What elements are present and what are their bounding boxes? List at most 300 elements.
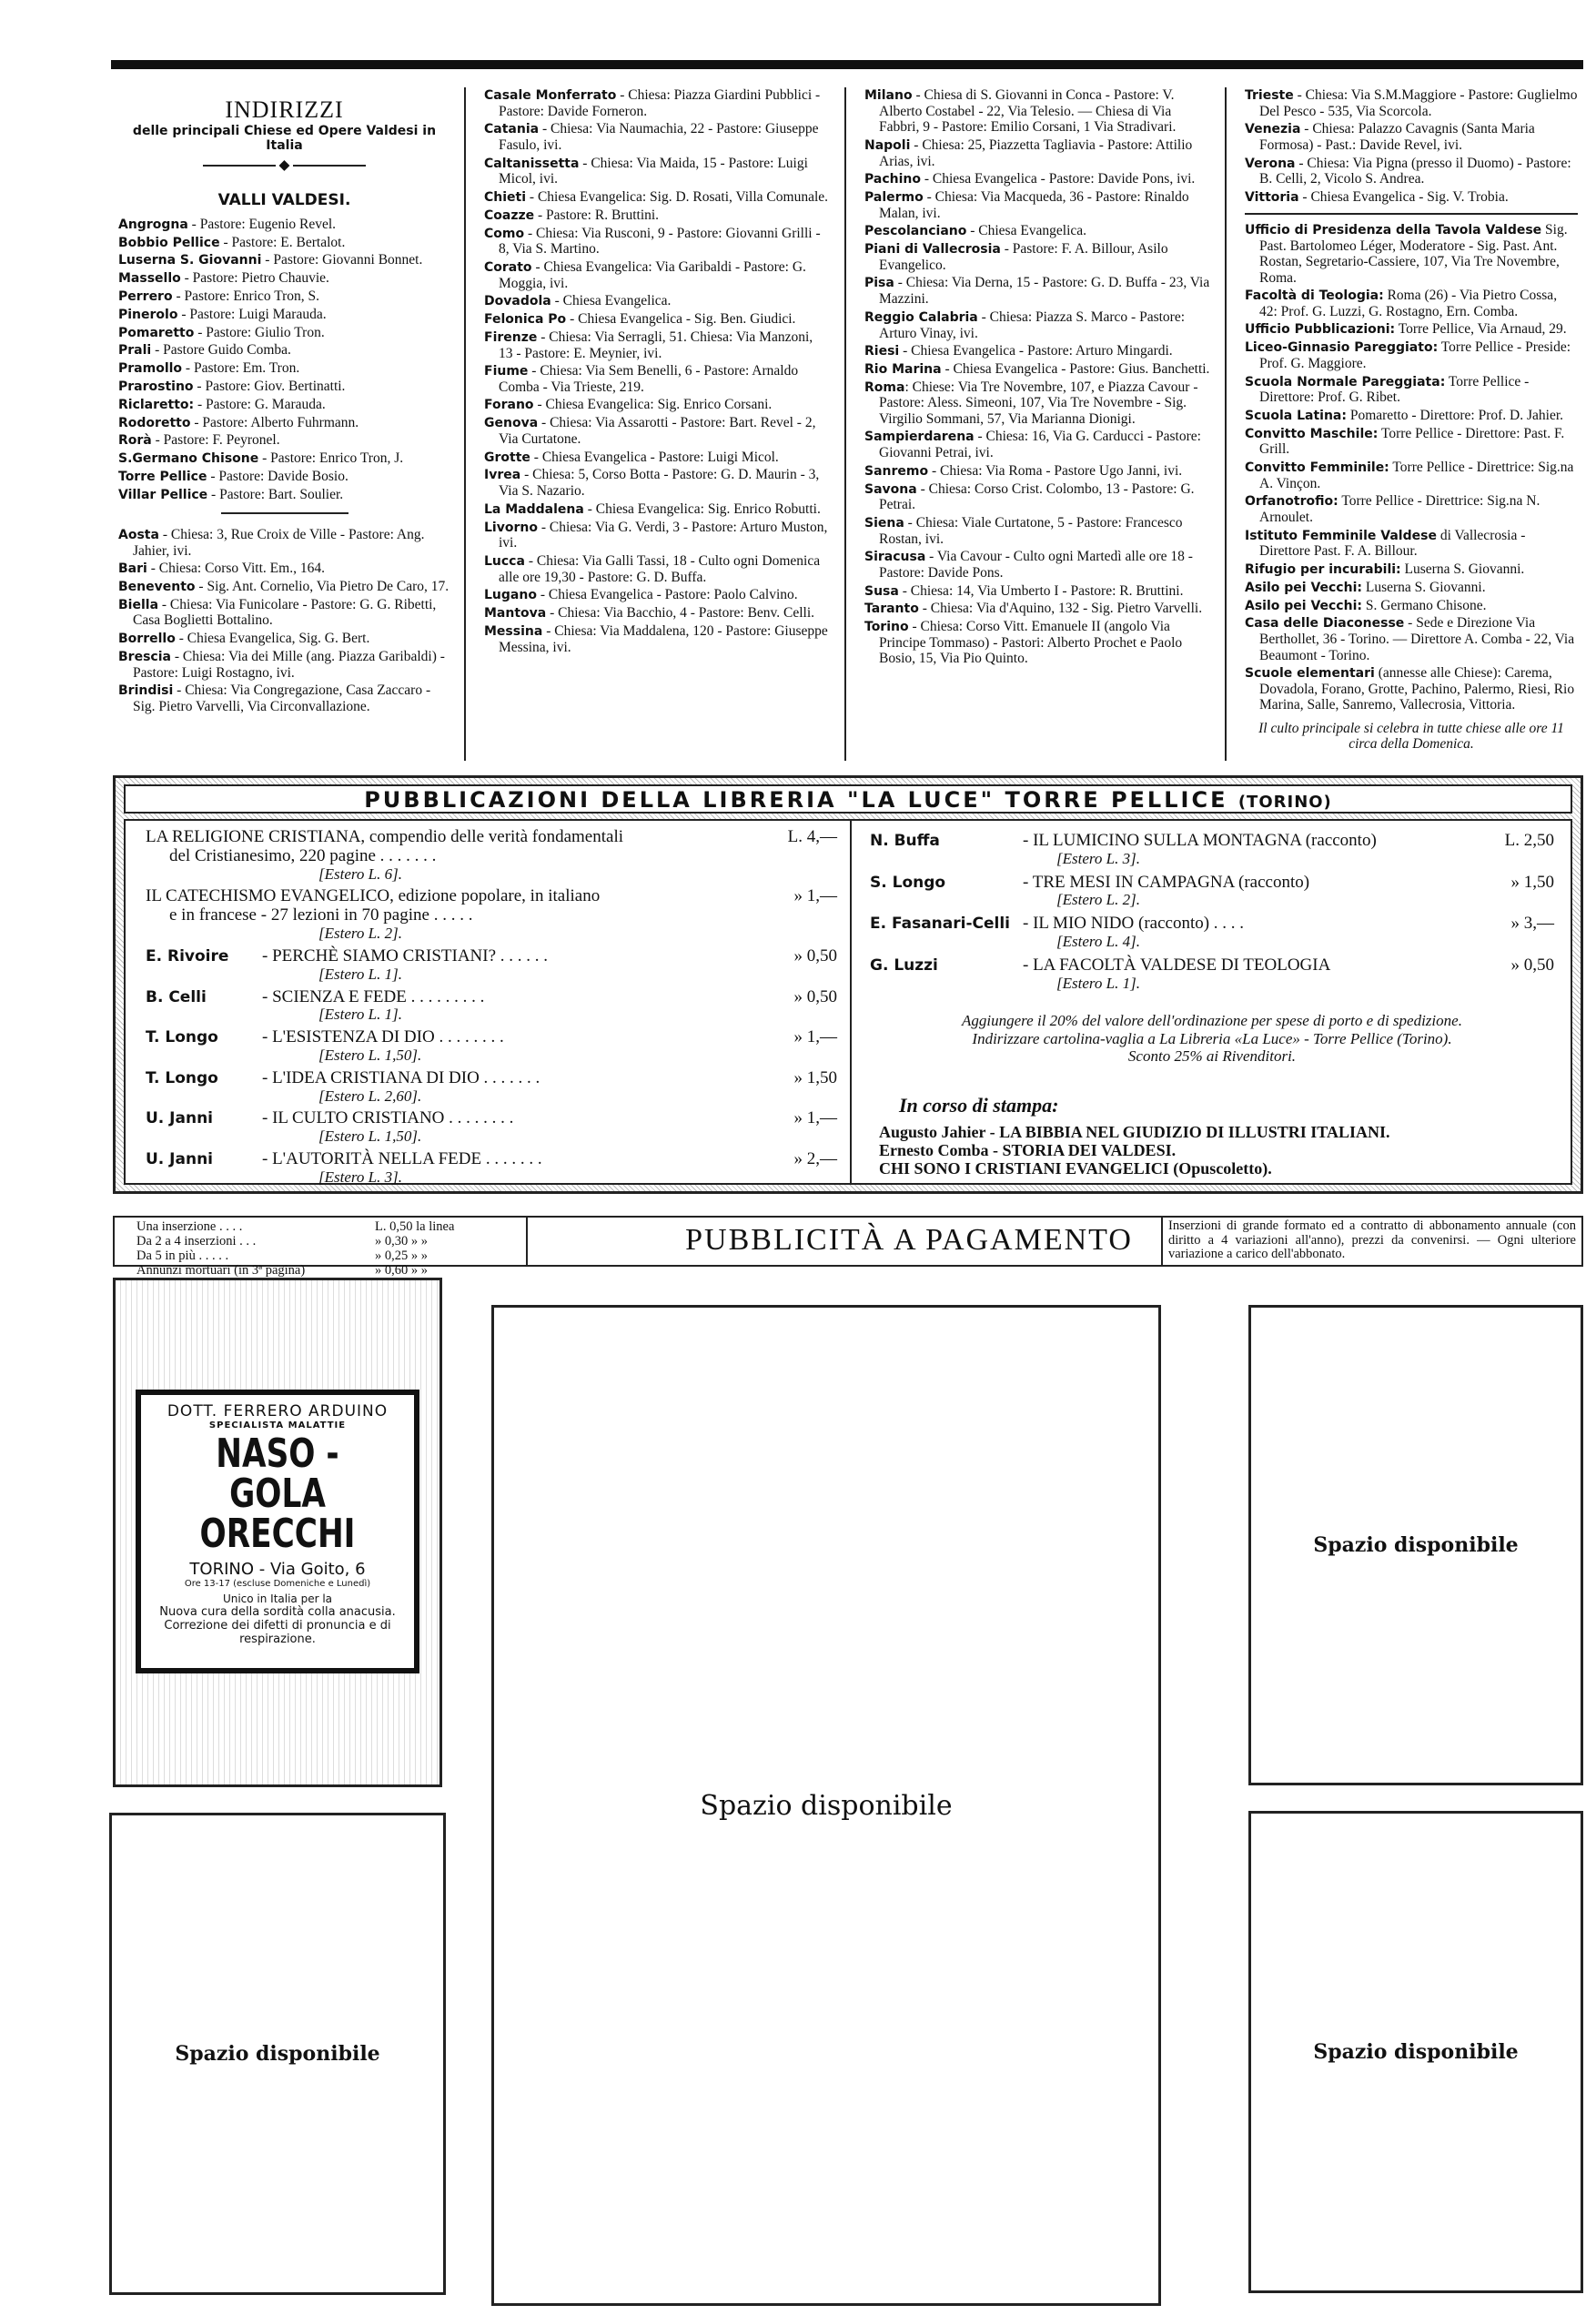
book-foreign-price: [Estero L. 2].	[1056, 891, 1140, 909]
entry-name: Asilo pei Vecchi:	[1245, 580, 1362, 595]
in-stampa-item: Augusto Jahier - LA BIBBIA NEL GIUDIZIO DI ILLUSTRI ITALIANI.	[879, 1123, 1390, 1141]
publications-box	[124, 819, 1572, 1185]
book-author: T. Longo	[146, 1068, 218, 1087]
book-item	[146, 828, 837, 883]
cities-list-3	[864, 87, 1210, 667]
ad-line-2: Nuova cura della sordità colla anacusia.	[159, 1605, 396, 1619]
entry-name: Susa	[864, 583, 899, 599]
entry-name: Como	[484, 226, 525, 241]
entry-name: Ufficio di Presidenza della Tavola Valdese	[1245, 222, 1542, 238]
column-rule	[1225, 87, 1227, 761]
entry-text: - Pastore: Alberto Fuhrmann.	[190, 414, 359, 430]
directory-entry	[118, 288, 450, 305]
entry-name: Roma	[864, 379, 905, 395]
book-line: e in francese - 27 lezioni in 70 pagine . . . . .	[169, 905, 473, 925]
rate-label: Da 2 a 4 inserzioni . . .	[136, 1233, 257, 1248]
entry-name: Siracusa	[864, 550, 926, 565]
entry-text: - Chiesa: Via Assarotti - Pastore: Bart. Revel - 2, Via Curtatone.	[499, 415, 816, 448]
entry-text: Torre Pellice, Via Arnaud, 29.	[1395, 321, 1567, 338]
entry-name: Villar Pellice	[118, 487, 208, 502]
entry-text: - Chiesa: Viale Curtatone, 5 - Pastore: Francesco Rostan, ivi.	[879, 514, 1183, 547]
ad-space-right-top	[1248, 1305, 1583, 1785]
entry-name: Sanremo	[864, 463, 929, 479]
directory-entry	[1245, 87, 1578, 119]
book-line	[870, 832, 1554, 851]
entry-name: Luserna S. Giovanni	[118, 253, 262, 268]
directory-entry	[1245, 321, 1578, 338]
directory-entry	[484, 293, 830, 309]
book-author: E. Rivoire	[146, 946, 229, 965]
valli-heading: VALLI VALDESI.	[217, 190, 351, 209]
entry-name: Ufficio Pubblicazioni:	[1245, 322, 1396, 338]
directory-entry	[484, 520, 830, 551]
entry-text: - Chiesa: Via Galli Tassi, 18 - Culto ogni Domenica alle ore 19,30 - Pastore: G. D. Buffa.	[499, 552, 821, 585]
publications-title	[124, 784, 1572, 814]
entry-text: - Chiesa: Corso Crist. Colombo, 13 - Pastore: G. Petrai.	[879, 480, 1195, 513]
entry-text: - Pastore Guido Comba.	[151, 342, 291, 359]
entry-name: Caltanissetta	[484, 156, 580, 171]
top-rule	[111, 60, 1583, 69]
entry-text: - Chiesa Evangelica: Sig. Enrico Corsani.	[533, 397, 773, 413]
book-foreign-price: [Estero L. 3].	[318, 1168, 402, 1186]
entry-name: Pisa	[864, 276, 894, 291]
book-line	[146, 1028, 837, 1047]
directory-entry	[118, 217, 450, 233]
directory-entry	[118, 235, 450, 251]
ad-frame-ferrero	[113, 1278, 442, 1787]
book-item	[146, 1069, 837, 1106]
directory-entry	[864, 343, 1210, 359]
entry-name: Bari	[118, 561, 147, 577]
book-item	[870, 874, 1554, 910]
book-line: del Cristianesimo, 220 pagine . . . . . . .	[169, 845, 437, 865]
spazio-label: Spazio disponibile	[1313, 1533, 1519, 1557]
directory-entry	[484, 587, 830, 603]
advertising-terms: Inserzioni di grande formato ed a contratto di abbonamento annuale (con diritto a 4 variazioni all'anno), prezzi da convenirsi. — Ogni ulteriore variazione a carico dell'abbonato.	[1168, 1218, 1576, 1262]
entry-text: - Chiesa Evangelica: Via Garibaldi - Pastore: G. Moggia, ivi.	[499, 258, 806, 291]
entry-name: Brindisi	[118, 683, 174, 699]
directory-entry	[1245, 528, 1578, 560]
entry-text: - Chiesa: Via dei Mille (ang. Piazza Garibaldi) - Pastore: Luigi Rostagno, ivi.	[133, 648, 445, 681]
directory-entry	[118, 579, 450, 595]
entry-name: Borrello	[118, 631, 176, 646]
entry-name: Firenze	[484, 329, 538, 345]
entry-text: - Chiesa Evangelica - Pastore: Davide Pons, ivi.	[920, 171, 1196, 187]
directory-entry	[118, 307, 450, 323]
entry-text: - Chiesa: 3, Rue Croix de Ville - Pastore: Ang. Jahier, ivi.	[133, 526, 425, 559]
terms-divider	[1161, 1218, 1163, 1265]
entry-text: Sig. Past. Bartolomeo Léger, Moderatore - Sig. Past. Ant. Rostan, Segretario-Cassiere, 107, Via Tre Novembre, Roma.	[1259, 221, 1568, 286]
entry-text: - Chiesa Evangelica - Pastore: Gius. Banchetti.	[941, 360, 1210, 377]
directory-entry	[118, 450, 450, 467]
book-price: » 1,—	[793, 886, 837, 906]
book-line: IL CATECHISMO EVANGELICO, edizione popolare, in italiano	[146, 886, 601, 906]
directory-column-4	[1236, 87, 1587, 761]
book-line	[870, 874, 1554, 893]
culto-note: Il culto principale si celebra in tutte chiese alle ore 11 circa della Domenica.	[1258, 720, 1564, 753]
directory-entry	[864, 137, 1210, 169]
entry-text: - Pastore: Pietro Chauvie.	[180, 270, 329, 287]
directory-title: INDIRIZZI	[225, 96, 344, 123]
entry-text: di Vallecrosia - Direttore Past. F. A. Billour.	[1259, 527, 1526, 560]
rate-label: Una inserzione . . . .	[136, 1219, 243, 1234]
entry-name: Biella	[118, 597, 159, 612]
entry-text: Torre Pellice - Direttrice: Sig.na N. Arnoulet.	[1259, 493, 1540, 526]
directory-entry	[484, 415, 830, 447]
entry-name: Prali	[118, 343, 152, 359]
entry-text: - Pastore: E. Bertalot.	[219, 234, 346, 250]
directory-entry	[118, 360, 450, 377]
entry-text: - Chiesa: Via Derna, 15 - Pastore: G. D. Buffa - 23, Via Mazzini.	[879, 275, 1210, 308]
rate-row	[136, 1264, 537, 1279]
book-price: » 0,50	[1510, 955, 1554, 975]
entry-text: - Chiesa: Via Sem Benelli, 6 - Pastore: Arnaldo Comba - Via Trieste, 219.	[499, 363, 799, 395]
book-item	[870, 832, 1554, 868]
entry-name: Torre Pellice	[118, 470, 207, 485]
directory-entry	[864, 171, 1210, 187]
entry-name: Scuola Latina:	[1245, 408, 1347, 423]
entry-text: - Pastore: Enrico Tron, J.	[258, 450, 404, 467]
book-item	[146, 1109, 837, 1146]
book-title: - L'IDEA CRISTIANA DI DIO . . . . . . .	[262, 1067, 540, 1087]
directory-entry	[118, 487, 450, 503]
book-title: - IL CULTO CRISTIANO . . . . . . . .	[262, 1108, 514, 1128]
directory-entry	[484, 259, 830, 291]
directory-entry	[1245, 222, 1578, 286]
opere-list	[1245, 222, 1578, 713]
directory-entry	[1245, 408, 1578, 424]
book-foreign-price: [Estero L. 1,50].	[318, 1046, 422, 1064]
note-address: Indirizzare cartolina-vaglia a La Libreria «La Luce» - Torre Pellice (Torino).	[972, 1029, 1452, 1047]
entry-text: Pomaretto - Direttore: Prof. D. Jahier.	[1346, 407, 1564, 423]
entry-text: - Chiesa: Via Rusconi, 9 - Pastore: Giovanni Grilli - 8, Via S. Martino.	[499, 225, 821, 258]
entry-text: - Chiesa Evangelica.	[551, 293, 672, 309]
directory-entry	[484, 121, 830, 153]
entry-name: Rifugio per incurabili:	[1245, 561, 1401, 577]
directory-column-3	[855, 87, 1219, 761]
spazio-label: Spazio disponibile	[700, 1789, 953, 1822]
in-stampa-item: Ernesto Comba - STORIA DEI VALDESI.	[879, 1141, 1177, 1160]
book-price: » 0,50	[793, 986, 837, 1006]
advertising-title: PUBBLICITÀ A PAGAMENTO	[685, 1223, 1133, 1257]
entry-name: Chieti	[484, 189, 527, 205]
entry-name: Forano	[484, 398, 534, 413]
entry-name: Venezia	[1245, 122, 1301, 137]
directory-entry	[864, 515, 1210, 547]
entry-text: - Chiesa: Via S.M.Maggiore - Pastore: Guglielmo Del Pesco - 535, Via Scorcola.	[1259, 87, 1578, 119]
entry-text: - Chiesa: Via Pigna (presso il Duomo) - Pastore: B. Celli, 2, Vicolo S. Andrea.	[1259, 155, 1571, 187]
ad-specialist: SPECIALISTA MALATTIE	[208, 1420, 347, 1430]
entry-text: S. Germano Chisone.	[1361, 597, 1487, 613]
directory-entry	[484, 553, 830, 585]
directory-entry	[118, 649, 450, 681]
book-item	[146, 1150, 837, 1187]
entry-text: - Chiesa: Via Funicolare - Pastore: G. G. Ribetti, Casa Boglietti Bottalino.	[133, 596, 437, 629]
entry-text: - Pastore: Luigi Marauda.	[177, 306, 327, 322]
directory-entry	[864, 481, 1210, 513]
directory-entry	[484, 450, 830, 466]
directory-entry	[864, 223, 1210, 239]
ad-space-center	[491, 1305, 1161, 2306]
entry-name: Riesi	[864, 344, 900, 359]
ad-big-1: NASO - GOLA	[216, 1430, 339, 1517]
entry-text: Torre Pellice - Direttore: Past. F. Grill.	[1259, 425, 1565, 458]
directory-entry	[1245, 598, 1578, 614]
directory-entry	[118, 342, 450, 359]
book-line	[146, 988, 837, 1007]
publications-notes	[870, 1012, 1554, 1066]
spazio-label: Spazio disponibile	[1313, 2040, 1519, 2064]
book-author: S. Longo	[870, 873, 946, 892]
directory-entry	[864, 549, 1210, 581]
entry-name: Verona	[1245, 156, 1296, 171]
entry-text: - Pastore: Eugenio Revel.	[187, 216, 337, 232]
directory-entry	[118, 682, 450, 714]
book-price: » 0,50	[793, 945, 837, 965]
entry-text: - Pastore: R. Bruttini.	[534, 207, 660, 223]
directory-entry	[1245, 665, 1578, 713]
directory-entry	[1245, 426, 1578, 458]
entry-text: - Chiesa Evangelica: Sig. D. Rosati, Villa Comunale.	[526, 188, 829, 205]
rate-row	[136, 1220, 537, 1235]
rate-label: Annunzi mortuari (in 3ª pagina)	[136, 1262, 306, 1278]
book-author: B. Celli	[146, 987, 207, 1006]
entry-text: - Sede e Direzione Via Berthollet, 36 - Torino. — Direttore A. Comba - 22, Via Beaumont - Torino.	[1259, 615, 1575, 663]
entry-text: - Chiesa: Via Maida, 15 - Pastore: Luigi Micol, ivi.	[499, 155, 808, 187]
rates-list	[136, 1220, 537, 1279]
entry-name: Milano	[864, 88, 913, 103]
entry-text: - Chiesa: Via d'Aquino, 132 - Sig. Pietro Varvelli.	[918, 601, 1203, 617]
entry-text: - Chiesa: 16, Via G. Carducci - Pastore: Giovanni Petrai, ivi.	[879, 429, 1201, 461]
entry-name: La Maddalena	[484, 501, 584, 517]
entry-name: Pomaretto	[118, 325, 195, 340]
book-price: » 1,50	[1510, 872, 1554, 892]
book-title: - L'ESISTENZA DI DIO . . . . . . . .	[262, 1027, 504, 1047]
entry-text: - Chiesa: Via Naumachia, 22 - Pastore: Giuseppe Fasulo, ivi.	[499, 121, 819, 154]
entry-name: Livorno	[484, 520, 538, 535]
directory-entry	[484, 397, 830, 413]
directory-entry	[484, 467, 830, 499]
entry-name: Savona	[864, 481, 917, 497]
column-rule	[844, 87, 846, 761]
entry-name: Facoltà di Teologia:	[1245, 288, 1384, 304]
entry-name: Bobbio Pellice	[118, 235, 220, 250]
ad-address: TORINO - Via Goito, 6	[189, 1560, 366, 1579]
book-price: » 1,—	[793, 1027, 837, 1047]
directory-entry	[1245, 460, 1578, 491]
directory-entry	[484, 329, 830, 361]
entry-name: Orfanotrofio:	[1245, 494, 1338, 510]
entry-text: - Chiesa Evangelica - Sig. V. Trobia.	[1298, 188, 1509, 205]
directory-entry	[484, 226, 830, 258]
book-price: » 1,50	[793, 1067, 837, 1087]
entry-text: Luserna S. Giovanni.	[1400, 561, 1525, 577]
entry-text: - Chiesa Evangelica - Pastore: Arturo Mingardi.	[899, 343, 1173, 359]
book-title: - LA FACOLTÀ VALDESE DI TEOLOGIA	[1023, 955, 1331, 975]
book-title: - IL MIO NIDO (racconto) . . . .	[1023, 914, 1245, 934]
entry-name: Rodoretto	[118, 415, 191, 430]
directory-entry	[118, 527, 450, 559]
book-price: » 1,—	[793, 1108, 837, 1128]
publications-title-main: PUBBLICAZIONI DELLA LIBRERIA "LA LUCE" TORRE PELLICE	[364, 787, 1228, 813]
entry-name: Prarostino	[118, 379, 194, 395]
entry-name: Sampierdarena	[864, 430, 975, 445]
book-foreign-price: [Estero L. 1,50].	[318, 1127, 422, 1146]
rate-price: » 0,60 » »	[375, 1262, 428, 1278]
entry-text: - Via Cavour - Culto ogni Martedì alle ore 18 - Pastore: Davide Pons.	[879, 549, 1193, 581]
publications-right	[870, 832, 1554, 997]
entry-text: - Sig. Ant. Cornelio, Via Pietro De Caro, 17.	[195, 578, 450, 594]
entry-name: Convitto Maschile:	[1245, 426, 1379, 441]
ad-ferrero	[136, 1390, 419, 1673]
directory-entry	[1245, 493, 1578, 525]
directory-entry	[864, 429, 1210, 460]
directory-entry	[864, 379, 1210, 428]
valli-list	[118, 217, 450, 503]
entry-name: Piani di Vallecrosia	[864, 242, 1001, 258]
directory-entry	[864, 601, 1210, 617]
directory-entry	[864, 463, 1210, 480]
book-author: G. Luzzi	[870, 955, 938, 975]
entry-text: - Chiesa: Corso Vitt. Emanuele II (angolo Via Principe Tommaso) - Pastori: Alberto Prochet e Paolo Bosio, 15, Via Pio Quinto.	[879, 619, 1183, 667]
note-postage: Aggiungere il 20% del valore dell'ordinazione per spese di porto e di spedizione.	[962, 1012, 1462, 1029]
section-divider	[1245, 213, 1578, 215]
entry-name: Angrogna	[118, 217, 188, 232]
entry-text: - Chiesa Evangelica - Sig. Ben. Giudici.	[566, 311, 796, 327]
spazio-label: Spazio disponibile	[175, 2042, 380, 2066]
entry-text: - Pastore: Bart. Soulier.	[207, 486, 344, 502]
directory-entry	[1245, 615, 1578, 663]
book-item	[146, 1028, 837, 1065]
book-price: L. 4,—	[787, 827, 837, 846]
ad-doctor-name: DOTT. FERRERO ARDUINO	[167, 1402, 389, 1420]
ad-big-2: ORECCHI	[199, 1511, 356, 1557]
entry-name: Benevento	[118, 579, 196, 594]
entry-text: - Pastore: Davide Bosio.	[207, 469, 348, 485]
entry-name: Napoli	[864, 137, 911, 153]
entry-name: Brescia	[118, 649, 171, 664]
entry-name: Perrero	[118, 288, 173, 304]
book-item	[146, 887, 837, 942]
entry-name: Convitto Femminile:	[1245, 460, 1389, 475]
directory-entry	[484, 311, 830, 328]
directory-entry	[118, 432, 450, 449]
book-title: - L'AUTORITÀ NELLA FEDE . . . . . . .	[262, 1148, 542, 1168]
book-title: - PERCHÈ SIAMO CRISTIANI? . . . . . .	[262, 945, 549, 965]
in-stampa-heading: In corso di stampa:	[899, 1094, 1059, 1117]
entry-name: Aosta	[118, 527, 159, 542]
book-price: L. 2,50	[1504, 831, 1554, 850]
directory-entry	[864, 361, 1210, 378]
book-author: U. Janni	[146, 1149, 214, 1168]
entry-name: Palermo	[864, 189, 924, 205]
cities-list-1	[118, 527, 450, 715]
directory-entry	[1245, 580, 1578, 596]
ad-space-right-bottom	[1248, 1811, 1583, 2293]
book-title: - IL LUMICINO SULLA MONTAGNA (racconto)	[1023, 831, 1377, 850]
book-author: N. Buffa	[870, 832, 940, 850]
entry-text: - Chiesa: Via Macqueda, 36 - Pastore: Rinaldo Malan, ivi.	[879, 188, 1189, 221]
book-line	[146, 1150, 837, 1169]
book-foreign-price: [Estero L. 1].	[318, 965, 402, 983]
directory-entry	[1245, 121, 1578, 153]
directory-entry	[864, 619, 1210, 667]
publications-title-small: (TORINO)	[1237, 793, 1332, 812]
book-title: - SCIENZA E FEDE . . . . . . . . .	[262, 986, 485, 1006]
ad-space-bottom-left	[109, 1813, 446, 2295]
book-item	[870, 956, 1554, 993]
directory-entry	[484, 605, 830, 622]
entry-text: - Chiesa: Via Roma - Pastore Ugo Janni, ivi.	[928, 462, 1183, 479]
rates-divider	[526, 1218, 528, 1265]
entry-name: Ivrea	[484, 468, 521, 483]
directory-entry	[484, 87, 830, 119]
rate-label: Da 5 in più . . . . .	[136, 1248, 229, 1263]
entry-text: - Chiesa: Via Maddalena, 120 - Pastore: Giuseppe Messina, ivi.	[499, 622, 828, 655]
directory-entry	[864, 309, 1210, 341]
directory-entry	[864, 87, 1210, 136]
directory-entry	[118, 597, 450, 629]
entry-name: Corato	[484, 259, 532, 275]
directory-entry	[864, 189, 1210, 221]
entry-name: S.Germano Chisone	[118, 451, 259, 467]
book-foreign-price: [Estero L. 4].	[1056, 933, 1140, 951]
directory-entry	[118, 379, 450, 395]
directory-entry	[118, 469, 450, 485]
entry-text: - Chiesa: 25, Piazzetta Tagliavia - Pastore: Attilio Arias, ivi.	[879, 136, 1193, 169]
entry-name: Casale Monferrato	[484, 88, 617, 103]
book-item	[870, 915, 1554, 951]
entry-text: - Pastore: G. Marauda.	[194, 396, 326, 412]
entry-name: Scuola Normale Pareggiata:	[1245, 374, 1446, 389]
in-stampa-item: CHI SONO I CRISTIANI EVANGELICI (Opuscoletto).	[879, 1159, 1272, 1178]
ad-line-3: Correzione dei difetti di pronuncia e di respirazione.	[164, 1619, 391, 1646]
cities-list-2	[484, 87, 830, 655]
entry-text: Torre Pellice - Direttrice: Sig.na A. Vinçon.	[1259, 459, 1574, 491]
book-foreign-price: [Estero L. 2,60].	[318, 1087, 422, 1105]
entry-name: Taranto	[864, 601, 919, 617]
entry-name: Casa delle Diaconesse	[1245, 616, 1405, 632]
book-title: - TRE MESI IN CAMPAGNA (racconto)	[1023, 872, 1310, 892]
book-author: U. Janni	[146, 1109, 214, 1128]
entry-text: - Pastore: Enrico Tron, S.	[172, 288, 320, 304]
directory-entry	[864, 275, 1210, 307]
directory-entry	[118, 415, 450, 431]
entry-name: Messina	[484, 623, 543, 639]
entry-text: (annesse alle Chiese): Carema, Dovadola, Forano, Grotte, Pachino, Palermo, Riesi, Rio Marina, Salle, Sanremo, Vallecrosia, Vittoria.	[1259, 665, 1575, 713]
directory-column-2	[475, 87, 839, 761]
directory-entry	[1245, 561, 1578, 578]
entry-name: Felonica Po	[484, 312, 567, 327]
entry-name: Rorà	[118, 433, 152, 449]
directory-entry	[864, 241, 1210, 273]
directory-entry	[484, 363, 830, 395]
entry-text: - Pastore: Giulio Tron.	[194, 324, 325, 340]
directory-entry	[118, 252, 450, 268]
publications-left	[146, 828, 837, 1190]
entry-name: Coazze	[484, 207, 535, 223]
directory-entry	[484, 207, 830, 224]
entry-name: Rio Marina	[864, 361, 942, 377]
entry-text: - Chiesa: 14, Via Umberto I - Pastore: R. Bruttini.	[898, 582, 1184, 599]
entry-name: Catania	[484, 122, 540, 137]
entry-text: - Pastore: F. A. Billour, Asilo Evangelico.	[879, 241, 1168, 273]
book-author: T. Longo	[146, 1028, 218, 1047]
rate-row	[136, 1249, 537, 1264]
column-rule	[464, 87, 466, 761]
entry-text: - Chiesa: Palazzo Cavagnis (Santa Maria Formosa) - Past.: Davide Revel, ivi.	[1259, 121, 1535, 154]
note-discount: Sconto 25% ai Rivenditori.	[1127, 1047, 1297, 1066]
